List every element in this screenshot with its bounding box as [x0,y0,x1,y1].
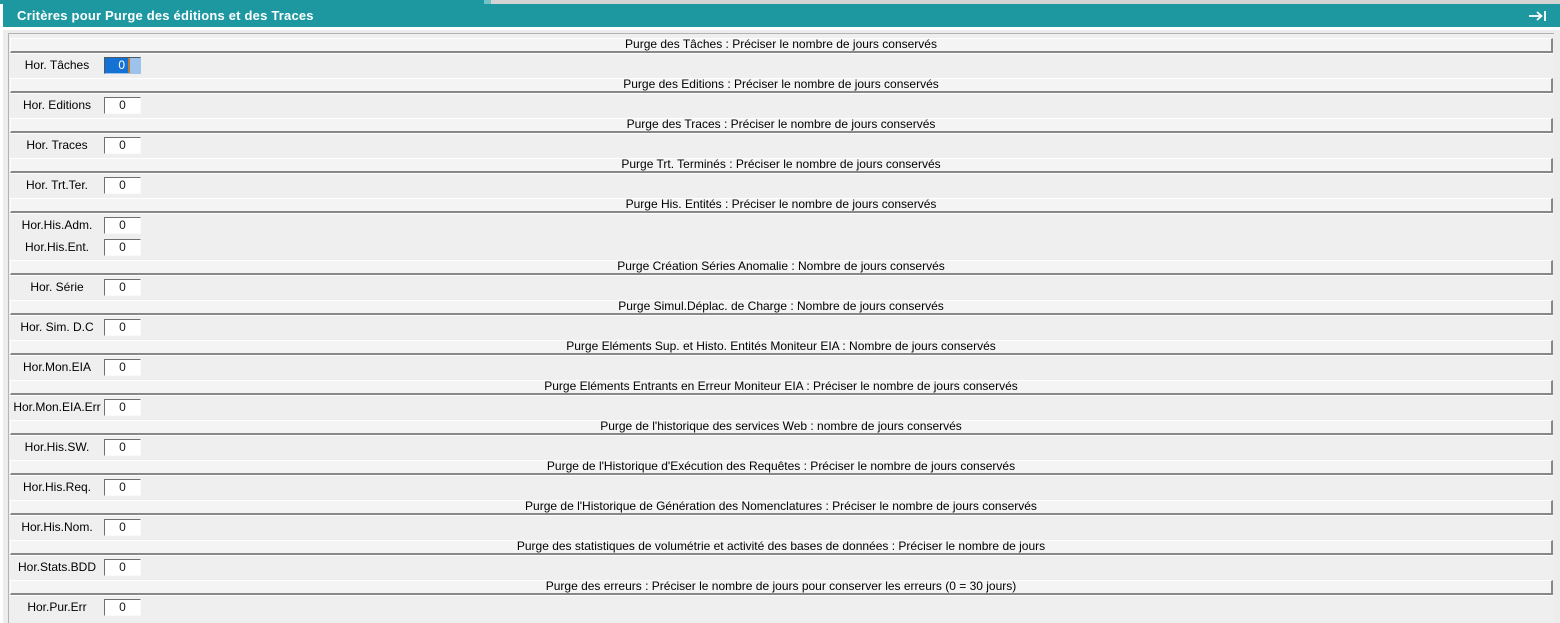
section-rows [10,397,1553,417]
section-header-bar [10,420,1553,435]
days-conserved-input[interactable]: 0 [104,399,141,416]
section-header-text: Purge de l'Historique de Génération des Nomenclatures : Préciser le nombre de jours conservés [525,499,1037,513]
field-row [10,557,1553,577]
days-conserved-input[interactable]: 0 [104,519,141,536]
section-header-text: Purge de l'historique des services Web : nombre de jours conservés [600,419,962,433]
section-rows [10,317,1553,337]
section-rows [10,215,1553,257]
field-label: Hor. Série [30,280,84,294]
field-row [10,397,1553,417]
field-row [10,237,1553,257]
days-conserved-input[interactable]: 0 [104,217,141,234]
field-label: Hor. Sim. D.C [20,320,94,334]
section-header-bar [10,380,1553,395]
field-label: Hor. Traces [26,138,88,152]
days-conserved-input[interactable]: 0 [104,599,141,616]
days-conserved-input[interactable]: 0 [104,137,141,154]
days-conserved-input[interactable]: 0 [104,559,141,576]
field-label: Hor. Tâches [24,58,90,72]
field-label: Hor. Editions [22,98,92,112]
field-row [10,517,1553,537]
field-label: Hor.His.Adm. [21,218,93,232]
purge-section [10,118,1553,155]
field-row [10,477,1553,497]
selected-text: 0 [105,58,128,73]
section-header-text: Purge Simul.Déplac. de Charge : Nombre de jours conservés [618,299,944,313]
purge-criteria-form [8,33,1554,623]
field-label: Hor.His.Nom. [21,520,93,534]
field-row [10,175,1553,195]
days-conserved-input[interactable]: 0 [104,359,141,376]
section-header-bar [10,340,1553,355]
days-conserved-input[interactable] [104,57,141,74]
field-row [10,135,1553,155]
window-top-strip [0,0,1560,4]
section-header-text: Purge Eléments Sup. et Histo. Entités Moniteur EIA : Nombre de jours conservés [566,339,996,353]
purge-section [10,198,1553,257]
field-label: Hor.Mon.EIA.Err [13,400,101,414]
field-row [10,317,1553,337]
text-caret [128,58,130,73]
top-strip-splitter-notch [484,0,491,4]
days-conserved-input[interactable]: 0 [104,439,141,456]
section-header-text: Purge des Traces : Préciser le nombre de jours conservés [626,117,936,131]
section-header-text: Purge His. Entités : Préciser le nombre de jours conservés [625,197,937,211]
section-header-bar [10,78,1553,93]
section-rows [10,55,1553,75]
section-header-bar [10,158,1553,173]
days-conserved-input[interactable]: 0 [104,279,141,296]
purge-section [10,158,1553,195]
purge-section [10,380,1553,417]
section-header-bar [10,460,1553,475]
field-label: Hor.His.Ent. [24,240,90,254]
field-row [10,357,1553,377]
section-header-text: Purge des Editions : Préciser le nombre de jours conservés [623,77,939,91]
title-bar [3,4,1560,27]
window-title: Critères pour Purge des éditions et des Traces [17,8,314,23]
purge-section [10,500,1553,537]
section-rows [10,175,1553,195]
section-header-bar [10,500,1553,515]
section-rows [10,597,1553,617]
section-header-text: Purge Trt. Terminés : Préciser le nombre de jours conservés [621,157,941,171]
field-row [10,277,1553,297]
section-header-text: Purge Eléments Entrants en Erreur Moniteur EIA : Préciser le nombre de jours conservés [544,379,1018,393]
section-rows [10,95,1553,115]
section-rows [10,557,1553,577]
field-label: Hor. Trt.Ter. [25,178,88,192]
section-header-text: Purge des statistiques de volumétrie et activité des bases de données : Préciser le nombre de jours [516,539,1046,553]
section-header-text: Purge des Tâches : Préciser le nombre de jours conservés [625,37,937,51]
section-header-bar [10,118,1553,133]
days-conserved-input[interactable]: 0 [104,97,141,114]
arrow-right-to-bar-icon [1528,9,1548,23]
field-label: Hor.Stats.BDD [17,560,97,574]
section-header-bar [10,300,1553,315]
goto-next-button[interactable] [1528,9,1548,23]
field-label: Hor.Mon.EIA [22,360,92,374]
days-conserved-input[interactable]: 0 [104,239,141,256]
section-header-bar [10,260,1553,275]
purge-section [10,460,1553,497]
section-rows [10,357,1553,377]
purge-section [10,580,1553,617]
section-header-text: Purge de l'Historique d'Exécution des Requêtes : Préciser le nombre de jours conservés [546,459,1016,473]
top-strip-gray-segment [491,0,1560,4]
section-rows [10,135,1553,155]
days-conserved-input[interactable]: 0 [104,319,141,336]
field-row [10,55,1553,75]
section-header-bar [10,198,1553,213]
section-rows [10,437,1553,457]
section-rows [10,517,1553,537]
top-strip-teal-segment [0,0,484,4]
field-row [10,215,1553,235]
purge-section [10,340,1553,377]
field-label: Hor.His.Req. [22,480,92,494]
purge-section [10,260,1553,297]
field-label: Hor.His.SW. [24,440,90,454]
days-conserved-input[interactable]: 0 [104,177,141,194]
days-conserved-input[interactable]: 0 [104,479,141,496]
section-header-text: Purge Création Séries Anomalie : Nombre de jours conservés [617,259,945,273]
section-rows [10,477,1553,497]
purge-section [10,38,1553,75]
purge-section [10,420,1553,457]
purge-section [10,300,1553,337]
field-row [10,597,1553,617]
purge-section [10,540,1553,577]
section-header-bar [10,540,1553,555]
field-row [10,437,1553,457]
field-row [10,95,1553,115]
purge-section [10,78,1553,115]
section-rows [10,277,1553,297]
section-header-text: Purge des erreurs : Préciser le nombre de jours pour conserver les erreurs (0 = 30 jours) [545,579,1017,593]
section-header-bar [10,38,1553,53]
field-label: Hor.Pur.Err [27,600,87,614]
section-header-bar [10,580,1553,595]
